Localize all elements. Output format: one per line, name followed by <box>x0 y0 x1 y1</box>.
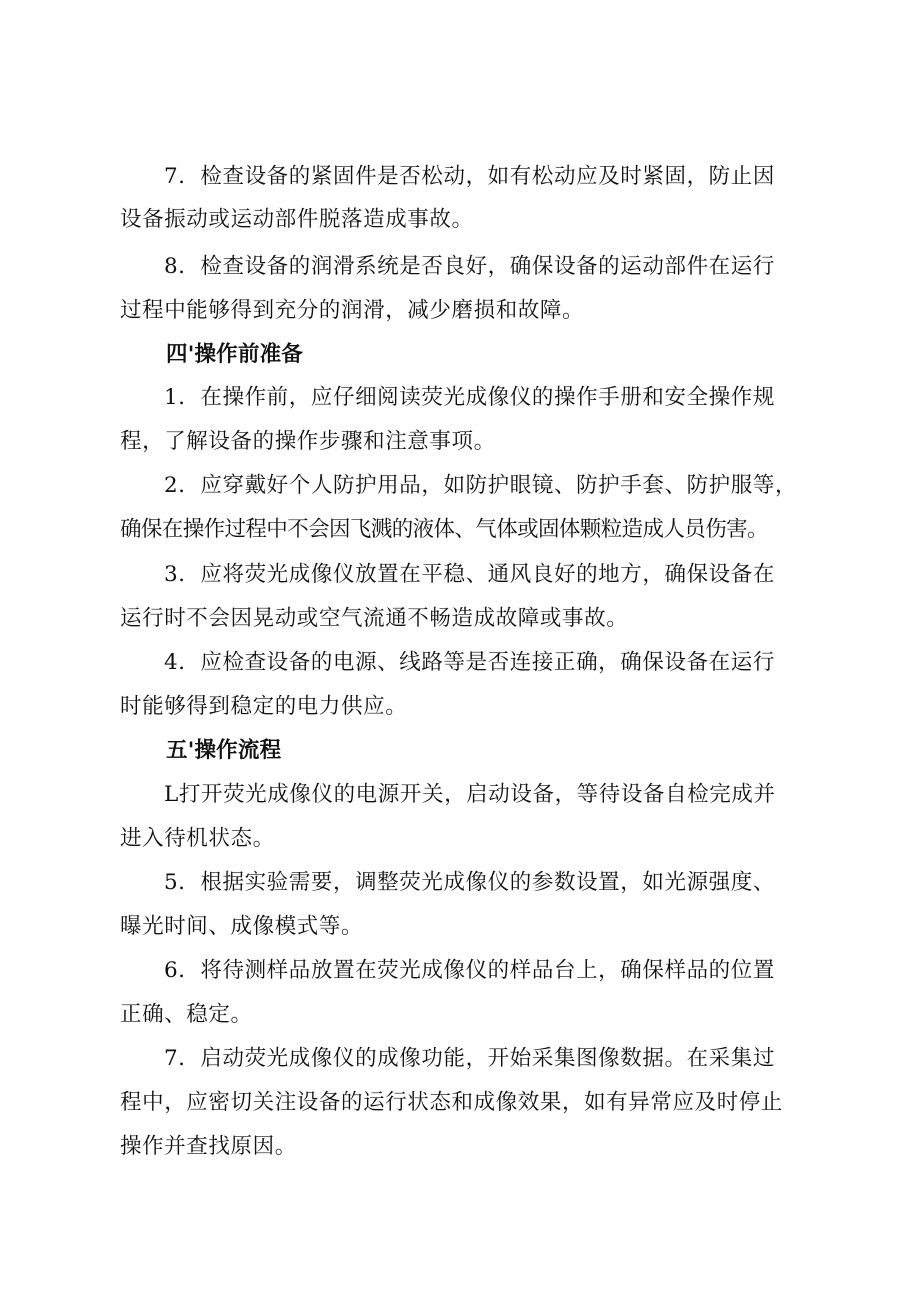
section-heading-operation-procedure: 五'操作流程 <box>166 738 282 763</box>
paragraph-8-lubrication-line-1: 8．检查设备的润滑系统是否良好，确保设备的运动部件在运行 <box>164 254 775 279</box>
paragraph-7-imaging-line-1: 7．启动荧光成像仪的成像功能，开始采集图像数据。在采集过 <box>164 1046 775 1071</box>
paragraph-L-power-on-line-2: 进入待机状态。 <box>120 826 275 851</box>
paragraph-5-parameters-line-2: 曝光时间、成像模式等。 <box>120 914 364 939</box>
paragraph-1-read-manual-line-1: 1．在操作前，应仔细阅读荧光成像仪的操作手册和安全操作规 <box>164 385 775 410</box>
paragraph-6-sample-placement-line-2: 正确、稳定。 <box>120 1002 253 1027</box>
paragraph-8-lubrication-line-2: 过程中能够得到充分的润滑，减少磨损和故障。 <box>120 298 585 323</box>
paragraph-2-protective-gear-line-1: 2．应穿戴好个人防护用品，如防护眼镜、防护手套、防护服等， <box>164 473 798 498</box>
paragraph-4-power-check-line-1: 4．应检查设备的电源、线路等是否连接正确，确保设备在运行 <box>164 650 775 675</box>
paragraph-7-fasteners-line-1: 7．检查设备的紧固件是否松动，如有松动应及时紧固，防止因 <box>164 164 775 189</box>
paragraph-4-power-check-line-2: 时能够得到稳定的电力供应。 <box>120 694 408 719</box>
paragraph-5-parameters-line-1: 5．根据实验需要，调整荧光成像仪的参数设置，如光源强度、 <box>164 870 775 895</box>
paragraph-3-placement-line-2: 运行时不会因晃动或空气流通不畅造成故障或事故。 <box>120 606 629 631</box>
paragraph-7-imaging-line-3: 操作并查找原因。 <box>120 1134 297 1159</box>
paragraph-2-protective-gear-line-2: 确保在操作过程中不会因飞溅的液体、气体或固体颗粒造成人员伤害。 <box>120 517 768 542</box>
paragraph-7-imaging-line-2: 程中，应密切关注设备的运行状态和成像效果，如有异常应及时停止 <box>120 1090 784 1115</box>
paragraph-1-read-manual-line-2: 程，了解设备的操作步骤和注意事项。 <box>120 429 496 454</box>
paragraph-7-fasteners-line-2: 设备振动或运动部件脱落造成事故。 <box>120 207 474 232</box>
paragraph-L-power-on-line-1: L打开荧光成像仪的电源开关，启动设备，等待设备自检完成并 <box>164 782 776 807</box>
paragraph-3-placement-line-1: 3．应将荧光成像仪放置在平稳、通风良好的地方，确保设备在 <box>164 562 775 587</box>
paragraph-6-sample-placement-line-1: 6．将待测样品放置在荧光成像仪的样品台上，确保样品的位置 <box>164 958 775 983</box>
section-heading-pre-operation: 四'操作前准备 <box>166 342 303 367</box>
